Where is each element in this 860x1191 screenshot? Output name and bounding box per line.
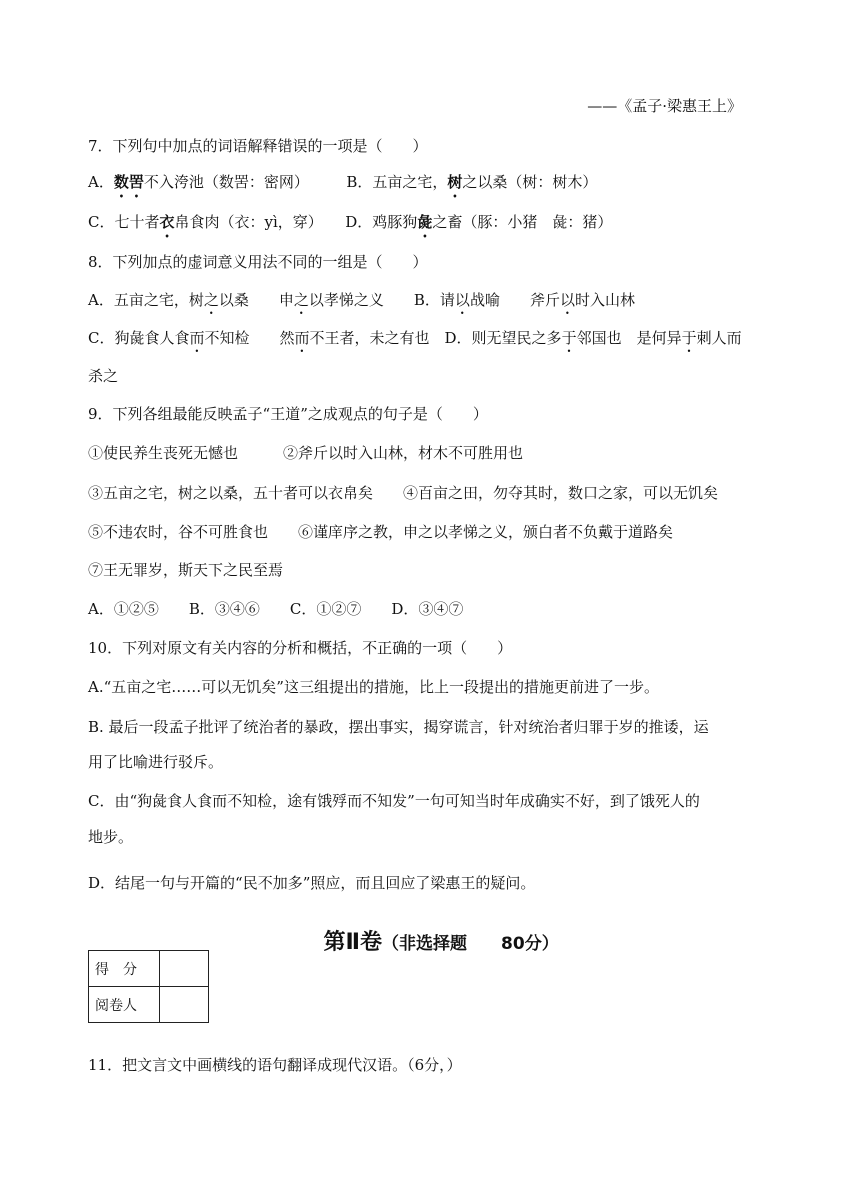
q7-option-c-d-text: 帛食肉（衣：yì，穿） D．鸡豚狗 [174, 213, 418, 231]
q10-option-b-line1: B. 最后一段孟子批评了统治者的暴政，摆出事实，揭穿谎言，针对统治者归罪于岁的推诿，运 [88, 718, 709, 736]
q8-stem: 8．下列加点的虚词意义用法不同的一组是（ ） [88, 253, 428, 271]
q7-option-a-b-text: 不入洿池（数罟：密网） B．五亩之宅， [143, 173, 448, 191]
q8-a-part3: 以孝悌之义 B．请 [308, 291, 455, 309]
q8-c-part2: 不知检 然 [204, 329, 295, 347]
q8-dotted-a1: 之 [203, 291, 219, 309]
q10-stem: 10．下列对原文有关内容的分析和概括，不正确的一项（ ） [88, 639, 513, 657]
q8-dotted-b1: 以 [454, 291, 470, 309]
q8-dotted-c2: 而 [294, 329, 310, 347]
q8-dotted-c1: 而 [189, 329, 205, 347]
grader-entry-cell[interactable] [160, 987, 209, 1023]
grader-label: 阅卷人 [89, 987, 160, 1023]
q8-a-part1: A．五亩之宅，树 [88, 291, 204, 309]
q8-d-part2: 邻国也 是何异 [576, 329, 682, 347]
q8-d-part3: 刺人而 [696, 329, 742, 347]
q8-c-part1: C．狗彘食人食 [88, 329, 190, 347]
q8-c-part3: 不王者，未之有也 D．则无望民之多 [309, 329, 562, 347]
grader-row [89, 987, 209, 1023]
q7-option-b-tail: 之以桑（树：树木） [462, 173, 598, 191]
passage-source: ——《孟子·梁惠王上》 [587, 97, 742, 115]
q8-b-part2: 战喻 斧斤 [469, 291, 560, 309]
q9-sentence-row-2: ③五亩之宅，树之以桑，五十者可以衣帛矣 ④百亩之田，勿夺其时，数口之家，可以无饥矣 [88, 484, 719, 502]
q8-a-part2: 以桑 申 [218, 291, 294, 309]
q8-dotted-a2: 之 [293, 291, 309, 309]
q10-option-b-line2: 用了比喻进行驳斥。 [88, 753, 224, 771]
q8-dotted-d1: 于 [561, 329, 577, 347]
q10-option-a: A.“五亩之宅……可以无饥矣”这三组提出的措施，比上一段提出的措施更前进了一步。 [88, 678, 659, 696]
q7-dotted-word-d: 彘 [417, 213, 433, 231]
q11-stem: 11．把文言文中画横线的语句翻译成现代汉语。（6分，） [88, 1056, 462, 1074]
q7-options-cd [88, 212, 800, 241]
q8-options-cd [88, 328, 800, 356]
q7-dotted-word-a: 数罟 [113, 173, 144, 191]
q7-dotted-word-b: 树 [447, 173, 463, 191]
q10-option-c-line2: 地步。 [88, 828, 134, 846]
score-table [88, 950, 209, 1023]
q9-sentence-row-4: ⑦王无罪岁，斯天下之民至焉 [88, 561, 284, 579]
q8-b-part3: 时入山林 [574, 291, 635, 309]
q7-option-d-tail: 之畜（豚：小猪 彘：猪） [432, 213, 613, 231]
q10-option-d: D．结尾一句与开篇的“民不加多”照应，而且回应了梁惠王的疑问。 [88, 874, 536, 892]
q9-sentence-row-1: ①使民养生丧死无憾也 ②斧斤以时入山林，材木不可胜用也 [88, 444, 524, 462]
q7-dotted-word-c: 衣 [159, 213, 175, 231]
q9-stem: 9．下列各组最能反映孟子“王道”之成观点的句子是（ ） [88, 405, 488, 423]
q9-options: A．①②⑤ B．③④⑥ C．①②⑦ D．③④⑦ [88, 600, 464, 618]
score-entry-cell[interactable] [160, 951, 209, 987]
section-title: 第Ⅱ卷 [323, 930, 383, 955]
q7-option-a-label: A． [88, 173, 114, 191]
q8-option-d-continuation: 杀之 [88, 367, 119, 385]
q8-options-ab [88, 290, 800, 318]
q8-dotted-b2: 以 [559, 291, 575, 309]
score-label: 得 分 [89, 951, 160, 987]
q7-stem: 7．下列句中加点的词语解释错误的一项是（ ） [88, 137, 428, 155]
section-subtitle: （非选择题 80分） [382, 934, 559, 954]
q9-sentence-row-3: ⑤不违农时，谷不可胜食也 ⑥谨庠序之教，申之以孝悌之义，颁白者不负戴于道路矣 [88, 523, 674, 541]
q8-dotted-d2: 于 [681, 329, 697, 347]
q10-option-c-line1: C．由“狗彘食人食而不知检，途有饿殍而不知发”一句可知当时年成确实不好，到了饿死人的 [88, 792, 700, 810]
score-row [89, 951, 209, 987]
q7-options-ab [88, 172, 800, 201]
q7-option-c-label: C．七十者 [88, 213, 160, 231]
